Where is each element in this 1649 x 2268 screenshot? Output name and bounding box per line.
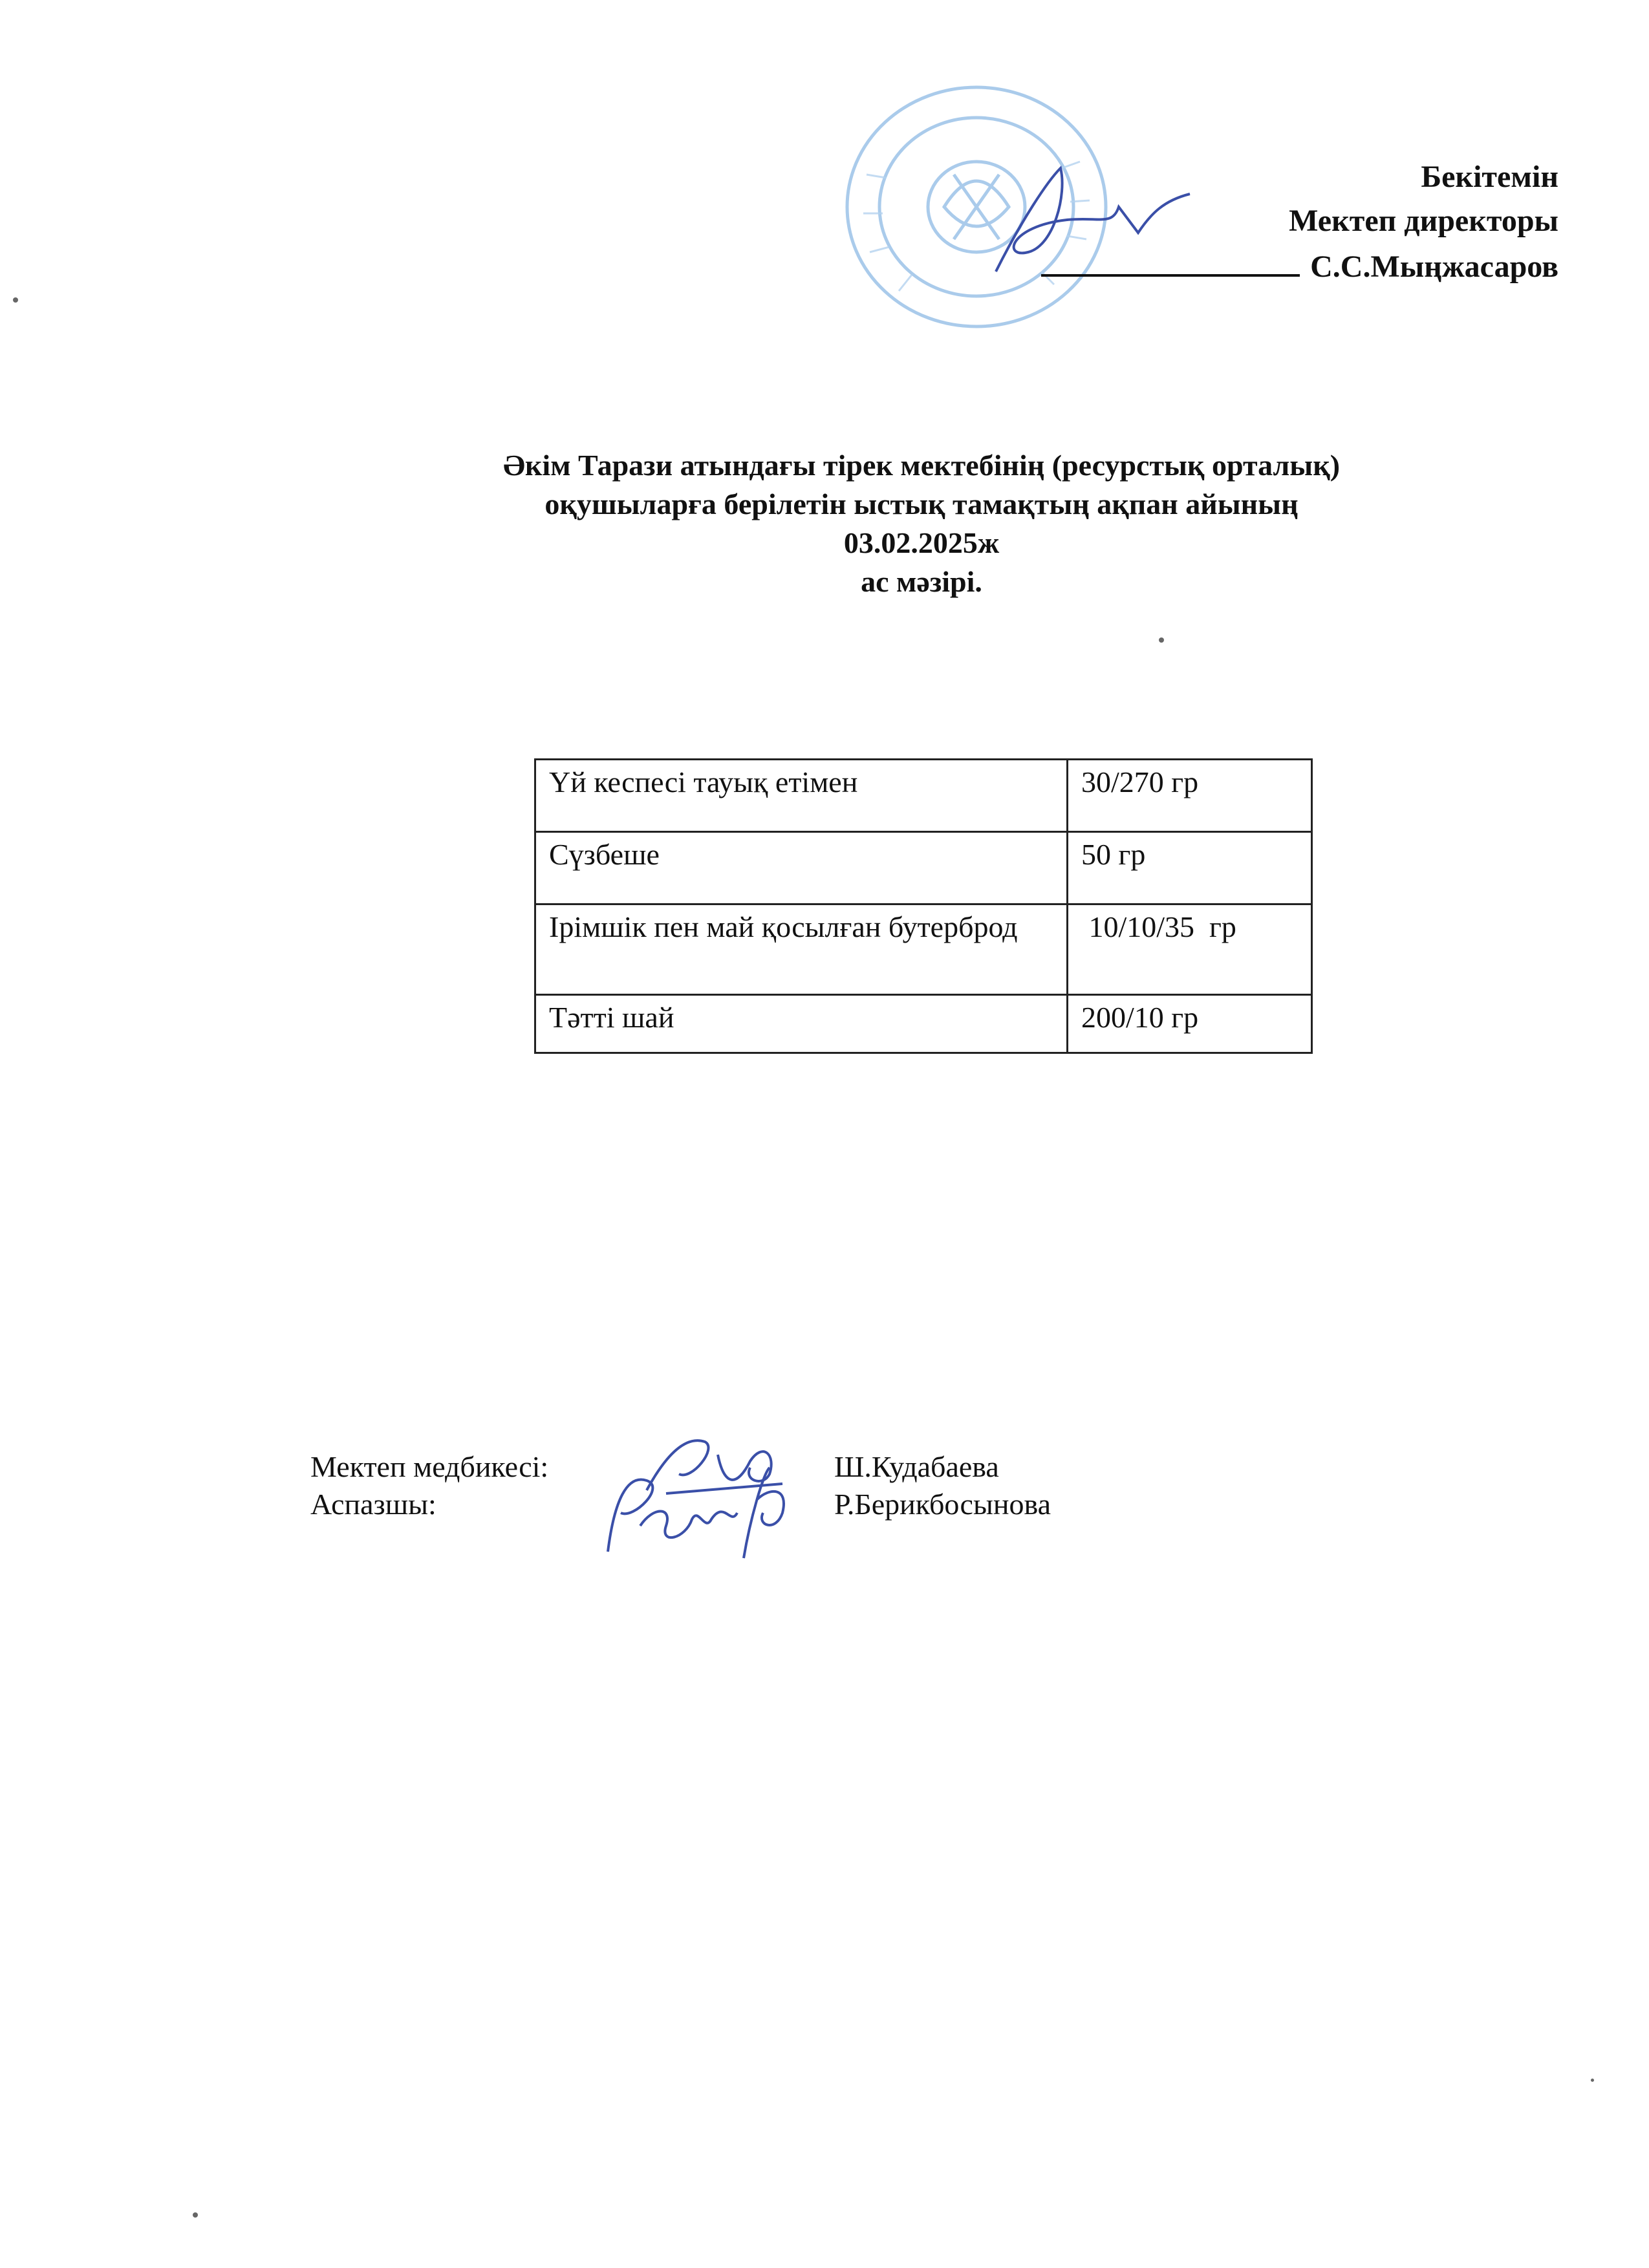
signature-person: Ш.Кудабаева (834, 1450, 999, 1483)
dish-name: Ірімшік пен май қосылған бутерброд (535, 904, 1068, 995)
dish-amount: 10/10/35 гр (1068, 904, 1312, 995)
scan-speck (193, 2212, 198, 2218)
table-row (535, 904, 1312, 995)
dish-name: Үй кеспесі тауық етімен (535, 760, 1068, 832)
dish-name: Тәтті шай (535, 995, 1068, 1053)
approval-signature-line (1041, 243, 1558, 289)
signature-underline (1041, 243, 1300, 277)
scan-speck (1591, 2079, 1594, 2082)
table-row (535, 995, 1312, 1053)
approval-position: Мектеп директоры (1289, 204, 1558, 238)
director-name: С.С.Мыңжасаров (1310, 250, 1558, 284)
table-row (535, 760, 1312, 832)
signature-person: Р.Берикбосынова (834, 1488, 1051, 1521)
dish-name: Сүзбеше (535, 832, 1068, 904)
title-line-2: оқушыларға берілетін ыстық тамақтың ақпан айының (544, 487, 1299, 520)
title-line-4: ас мәзірі. (861, 565, 982, 598)
scan-speck (1159, 637, 1164, 643)
title-line-1: Әкім Тарази атындағы тірек мектебінің (ресурстық орталық) (502, 449, 1341, 482)
dish-amount: 30/270 гр (1068, 760, 1312, 832)
dish-amount: 200/10 гр (1068, 995, 1312, 1053)
table-row (535, 832, 1312, 904)
approval-heading: Бекітемін (1421, 160, 1558, 194)
approval-block (1041, 155, 1558, 289)
signature-role: Мектеп медбикесі: (310, 1450, 549, 1483)
menu-table (534, 758, 1313, 1054)
cook-signature (595, 1461, 802, 1571)
dish-amount: 50 гр (1068, 832, 1312, 904)
signature-role: Аспазшы: (310, 1488, 436, 1521)
document-title (323, 446, 1520, 601)
title-date: 03.02.2025ж (843, 526, 1000, 559)
scan-speck (13, 297, 18, 303)
